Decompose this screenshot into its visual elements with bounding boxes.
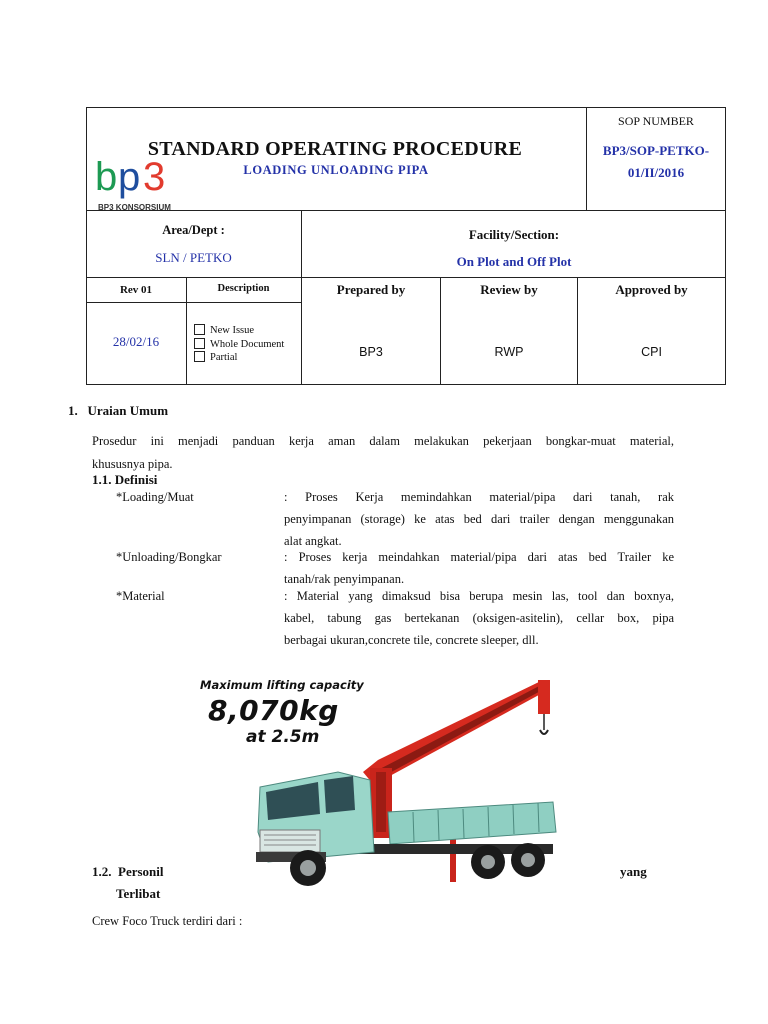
definition-text: : Material yang dimaksud bisa berupa mesin las, tool dan boxnya, [284, 589, 674, 603]
definition-text: kabel, tabung gas bertekanan (oksigen-asitelin), cellar box, pipa [284, 611, 674, 625]
sop-number-line2: 01/II/2016 [627, 165, 685, 180]
svg-text:b: b [95, 155, 117, 199]
approved-by-value: CPI [641, 345, 662, 359]
definition-text: tanah/rak penyimpanan. [284, 572, 405, 586]
area-value: SLN / PETKO [155, 250, 232, 265]
crane-truck-icon [188, 672, 608, 902]
definition-term: *Unloading/Bongkar [116, 550, 222, 564]
prepared-by-label: Prepared by [336, 282, 406, 297]
definition-text: : Proses Kerja memindahkan material/pipa dari tanah, rak [284, 490, 674, 504]
personil-heading-right: yang [620, 864, 647, 879]
approved-by-label: Approved by [615, 282, 688, 297]
personil-heading: 1.2. Personil [92, 864, 164, 879]
checkbox-icon[interactable] [194, 324, 205, 335]
facility-value: On Plot and Off Plot [456, 254, 572, 269]
definition-text: alat angkat. [284, 534, 342, 548]
sop-number-label: SOP NUMBER [618, 114, 694, 128]
option-whole-document[interactable]: Whole Document [194, 338, 284, 352]
checkbox-icon[interactable] [194, 351, 205, 362]
capacity-caption: Maximum lifting capacity [200, 678, 364, 692]
svg-text:3: 3 [143, 155, 166, 199]
rev-label: Rev 01 [119, 284, 153, 296]
capacity-radius: at 2.5m [246, 727, 320, 747]
definition-text: berbagai ukuran,concrete tile, concrete sleeper, dll. [284, 633, 539, 647]
description-options [194, 324, 284, 365]
bp3-logo [94, 152, 184, 214]
personil-heading-line2: Terlibat [116, 886, 161, 901]
crew-intro-text: Crew Foco Truck terdiri dari : [92, 914, 243, 928]
sop-number-line1: BP3/SOP-PETKO- [602, 143, 710, 158]
definisi-heading: 1.1. Definisi [92, 472, 158, 487]
definition-text: penyimpanan (storage) ke atas bed dari trailer dengan menggunakan [284, 512, 674, 526]
svg-text:p: p [118, 155, 141, 199]
crane-truck-image [188, 672, 608, 902]
document-subtitle: LOADING UNLOADING PIPA [243, 163, 429, 177]
description-label: Description [217, 283, 270, 294]
option-partial[interactable]: Partial [194, 351, 284, 365]
intro-paragraph-line1: Prosedur ini menjadi panduan kerja aman dalam melakukan pekerjaan bongkar-muat material, [92, 434, 674, 448]
option-new-issue[interactable]: New Issue [194, 324, 284, 338]
definition-term: *Loading/Muat [116, 490, 194, 504]
section-heading-uraian-umum: 1. Uraian Umum [68, 403, 169, 418]
facility-label: Facility/Section: [468, 227, 560, 242]
logo-caption: BP3 KONSORSIUM [98, 203, 171, 212]
definition-text: : Proses kerja meindahkan material/pipa dari atas bed Trailer ke [284, 550, 674, 564]
prepared-by-value: BP3 [359, 345, 383, 359]
document-title: STANDARD OPERATING PROCEDURE [147, 138, 523, 160]
review-by-label: Review by [480, 282, 538, 297]
intro-paragraph-line2: khususnya pipa. [92, 457, 173, 471]
definition-term: *Material [116, 589, 165, 603]
review-by-value: RWP [494, 345, 524, 359]
revision-date: 28/02/16 [112, 334, 160, 349]
checkbox-icon[interactable] [194, 338, 205, 349]
capacity-value: 8,070kg [208, 694, 339, 727]
area-label: Area/Dept : [162, 223, 225, 237]
